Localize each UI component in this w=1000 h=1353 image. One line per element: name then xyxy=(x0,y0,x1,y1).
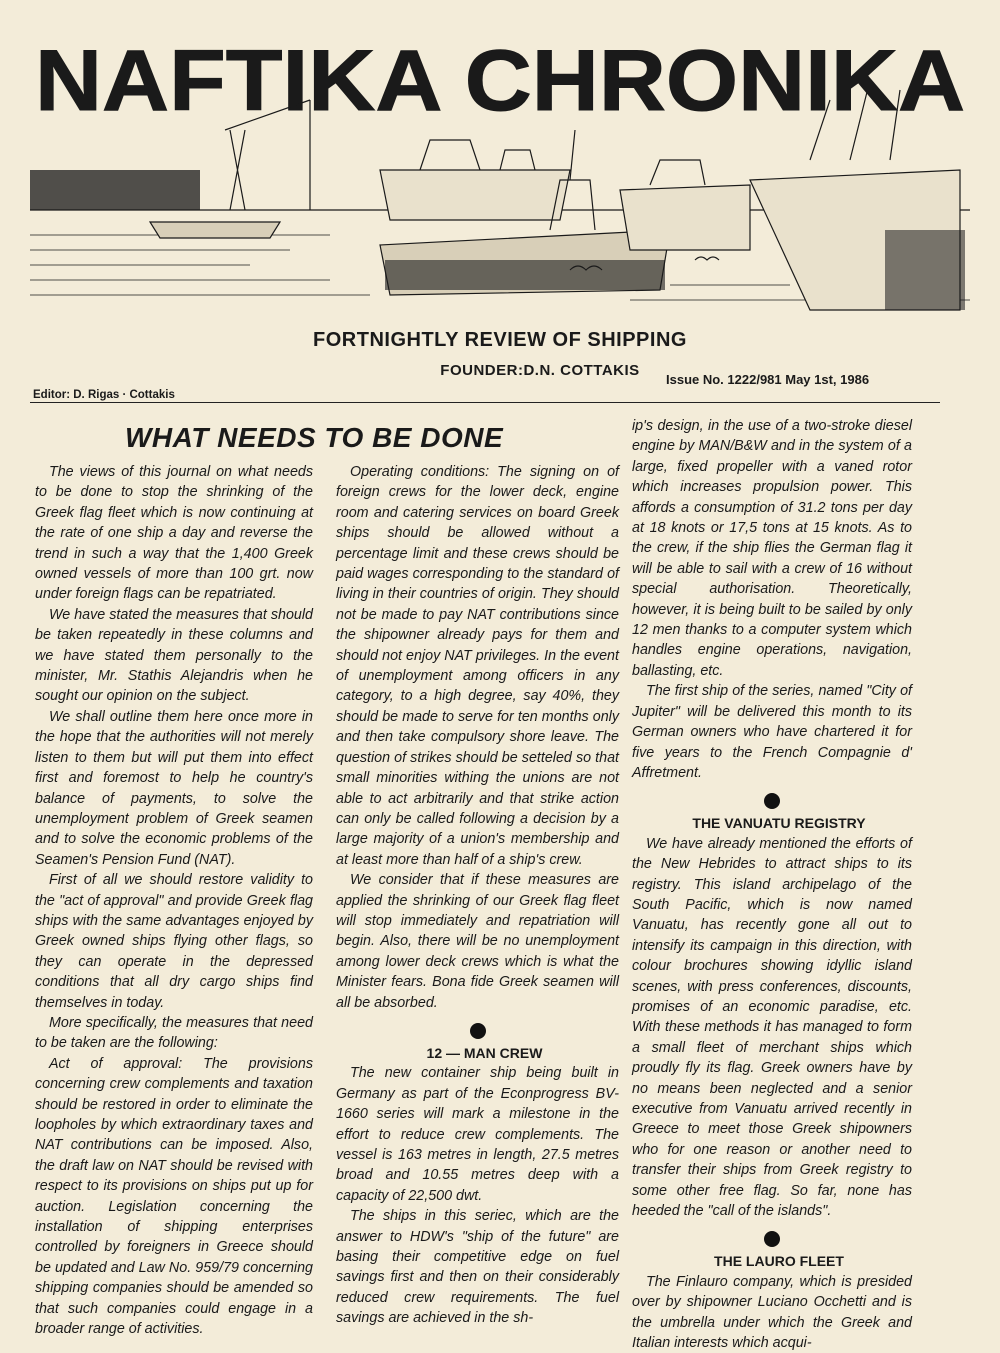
issue-line: Issue No. 1222/981 May 1st, 1986 xyxy=(666,372,870,387)
editor-line: Editor: D. Rigas · Cottakis xyxy=(33,389,175,401)
paragraph: The new container ship being built in Germany as part of the Econprogress BV-1660 series will mark a milestone in the effort to reduce crew complements. The vessel is 163 metres in length, 27.5 metres broad and 10.55 metres deep with a capacity of 22,500 dwt. xyxy=(336,1065,619,1204)
paragraph: The views of this journal on what needs to be done to stop the shrinking of the Greek flag fleet which is now continuing at the rate of one ship a day and reverse the trend in such a way that the 1,400 Greek owned vessels of more than 100 grt. now under foreign flags can be repatriated. xyxy=(35,464,313,603)
section-heading-vanuatu: THE VANUATU REGISTRY xyxy=(692,815,866,832)
paragraph: We have already mentioned the efforts of the New Hebrides to attract ships to its registry. This island archipelago of the South Pacific, which is now named Vanuatu, has recently gone all out to intensify its campaign in this direction, with colour brochures showing idyllic island scenes, with press conferences, discounts, promises of an economic paradise, etc. With these methods it has managed to form a small fleet of merchant ships which proudly fly its flag. Greek owners have by no means been neglected and a senior executive from Vanuatu arrived recently in Greece to meet those Greek shipowners who for one reason or another need to transfer their ships from Greek registry to some other free flag. So far, none has heeded the "call of the islands". xyxy=(632,835,912,1220)
section-heading-lauro: THE LAURO FLEET xyxy=(714,1253,844,1270)
column-2 xyxy=(336,462,619,1329)
masthead-founder: FOUNDER:D.N. COTTAKIS xyxy=(440,362,640,379)
paragraph: We have stated the measures that should be taken repeatedly in these columns and we have stated them personally to the minister, Mr. Stathis Alejandris when he sought our opinion on the subject. xyxy=(35,606,313,705)
paragraph: Act of approval: The provisions concerning crew complements and taxation should be restored in order to eliminate the loopholes by which extraordinary taxes and NAT contributions can be imposed. Also, the draft law on NAT should be revised with respect to its provisions on ships put up for auction. Legislation concerning the installation of shipping enterprises controlled by foreigners in Greece should be updated and Law No. 959/79 concerning shipping companies should be amended so that such companies could engage in a broader range of activities. xyxy=(35,1055,313,1338)
column-1 xyxy=(35,462,313,1339)
paragraph: Operating conditions: The signing on of foreign crews for the lower deck, engine room and catering services on board Greek ships should be allowed without a percentage limit and these crews should be paid wages corresponding to the standard of living in their countries of origin. They should not be made to pay NAT contributions since the shipowner already pays for them and should not enjoy NAT privileges. In the event of unemployment among officers in any category, to a high degree, say 40%, they should be made to serve for ten months only and then take compulsory shore leave. The question of strikes should be setteled so that small minorities withing the unions are not able to act arbitrarily and that strike action can only be called following a decision by a large majority of a union's membership and at least more than half of a ship's crew. xyxy=(336,464,619,868)
article-headline: WHAT NEEDS TO BE DONE xyxy=(125,422,504,453)
harbour-illustration xyxy=(30,60,970,320)
paragraph: The Finlauro company, which is presided over by shipowner Luciano Occhetti and is the umbrella under which the Greek and Italian interests which acqui- xyxy=(632,1273,912,1352)
masthead-title-text: NAFTIKA CHRONIKA xyxy=(35,42,965,122)
paragraph: ip's design, in the use of a two-stroke diesel engine by MAN/B&W and in the system of a large, fixed propeller with a vaned rotor which increases propulsion power. This affords a consumption of 31.2 tons per day at 18 knots or 17,5 tons at 15 knots. As to the crew, if the ship flies the German flag it will be able to sail with a crew of 16 without special authorisation. Theoretically, however, it is being built to be sailed by only 12 men thanks to a computer system which handles engine operations, navigation, ballasting, etc. xyxy=(632,418,912,679)
paragraph: We consider that if these measures are applied the shrinking of our Greek flag fleet will stop immediately and repatriation will begin. Also, there will be no unemployment among lower deck crews which is what the Minister fears. Bona fide Greek seamen will all be absorbed. xyxy=(336,872,619,1011)
paragraph: The ships in this seriec, which are the answer to HDW's "ship of the future" are basing their competitive edge on fuel savings first and then on their considerably reduced crew requirements. The fuel savings are achieved in the sh- xyxy=(336,1208,619,1327)
section-heading-crew: 12 — MAN CREW xyxy=(426,1044,543,1061)
column-3 xyxy=(632,416,912,1353)
paragraph: We shall outline them here once more in the hope that the authorities will not merely listen to them but will put them into effect first and foremost to help he country's balance of payments, to solve the unemployment problem of Greek seamen and to solve the economic problems of the Seamen's Pension Fund (NAT). xyxy=(35,708,313,868)
paragraph: The first ship of the series, named "City of Jupiter" will be delivered this month to its German owners who have chartered it for five years to the French Compagnie d' Affretment. xyxy=(632,683,912,781)
paragraph: More specifically, the measures that need to be taken are the following: xyxy=(35,1014,313,1052)
paragraph: First of all we should restore validity to the "act of approval" and provide Greek flag ships with the same advantages enjoyed by Greek owned ships flying other flags, so they can operate in the depressed conditions that all dry cargo ships find themselves in today. xyxy=(35,872,313,1011)
section-bullet-icon xyxy=(764,1231,780,1247)
section-bullet-icon xyxy=(764,793,780,809)
masthead-subtitle: FORTNIGHTLY REVIEW OF SHIPPING xyxy=(313,329,687,351)
header-rule xyxy=(30,402,940,403)
section-bullet-icon xyxy=(470,1023,486,1039)
